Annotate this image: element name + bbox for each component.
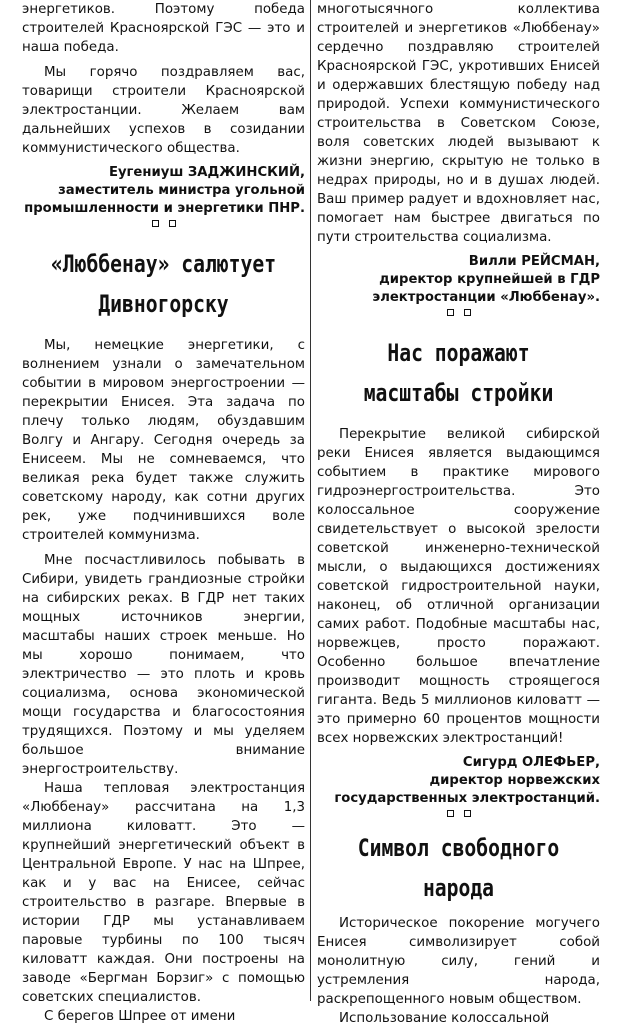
- article-paragraph: Историческое покорение могучего Енисея символизирует собой монолитную силу, гений и устремления народа, раскрепощенного новым обществом.: [317, 916, 600, 1007]
- separator-square-icon: [464, 810, 471, 817]
- article-paragraph: Использование колоссальной: [339, 1011, 550, 1026]
- article-paragraph: Мы, немецкие энергетики, с волнением узнали о замечательном событии в мировом энергостроении — перекрытии Енисея. Эта задача по плечу только людям, обуздавшим Волгу и Ангару. Сегодня очередь за Енисеем. Мы не сомневаемся, что великая река будет также служить советскому народу, как сотни других рек, уже подчинившихся воле строителей коммунизма.: [22, 338, 305, 543]
- article-paragraph: С берегов Шпрее от имени: [44, 1009, 236, 1024]
- separator-square-icon: [169, 220, 176, 227]
- signature-title: директор крупнейшей в ГДР электростанции «Люббенау».: [372, 272, 600, 305]
- article-paragraph: Наша тепловая электростанция «Люббенау» рассчитана на 1,3 миллиона киловатт. Это — крупнейший энергетический объект в Центральной Европе. У нас на Шпрее, как и у вас на Енисее, сейчас строительство в разгаре. Впервые в истории ГДР мы устанавливаем паровые турбины по 100 тысяч киловатт каждая. Они построены на заводе «Бергман Борзиг» с помощью советских специалистов.: [22, 781, 305, 1005]
- article-headline-scale: Нас поражают масштабы стройки: [363, 339, 554, 407]
- signature-reisman: [317, 253, 600, 307]
- separator-square-icon: [447, 810, 454, 817]
- section-separator: [317, 307, 600, 321]
- section-separator: [317, 808, 600, 822]
- signature-zadzhinsky: [22, 164, 305, 218]
- signature-title: заместитель министра угольной промышленности и энергетики ПНР.: [24, 183, 305, 216]
- signature-name: Вилли РЕЙСМАН,: [468, 254, 600, 269]
- column-divider: [310, 0, 311, 1001]
- separator-square-icon: [447, 309, 454, 316]
- intro-paragraph-congrats: Мы горячо поздравляем вас, товарищи строители Красноярской электростанции. Желаем вам дальнейших успехов в созидании коммунистического общества.: [22, 65, 305, 156]
- left-column: [22, 0, 305, 1024]
- separator-square-icon: [464, 309, 471, 316]
- intro-paragraph-continued: энергетиков. Поэтому победа строителей Красноярской ГЭС — это и наша победа.: [22, 2, 305, 55]
- article-paragraph: Мне посчастливилось побывать в Сибири, увидеть грандиозные стройки на сибирских реках. В ГДР нет таких мощных источников энергии, масштабы наших строек меньше. Но мы хорошо понимаем, что электричество — это плоть и кровь социализма, основа экономической мощи государства и благосостояния трудящихся. Поэтому и мы уделяем большое внимание энергостроительству.: [22, 553, 305, 777]
- article-paragraph: Перекрытие великой сибирской реки Енисея является выдающимся событием в практике мирового гидроэнергостроительства. Это колоссальное сооружение свидетельствует о высокой зрелости советской инженерно-технической мысли, о выдающихся достижениях советской гидростроительной науки, наконец, об отличной организации самих работ. Подобные масштабы нас, норвежцев, просто поражают. Особенно большое впечатление производит мощность строящегося гиганта. Ведь 5 миллионов киловатт — это примерно 60 процентов мощности всех норвежских электростанций!: [317, 427, 600, 746]
- signature-name: Сигурд ОЛЕФЬЕР,: [462, 755, 600, 770]
- signature-title: директор норвежских государственных электростанций.: [334, 773, 600, 806]
- article-paragraph-continued: многотысячного коллектива строителей и энергетиков «Люббенау» сердечно поздравляю строителей Красноярской ГЭС, укротивших Енисей и одержавших блестящую победу над природой. Успехи коммунистического строительства в Советском Союзе, воля советских людей вызывают к жизни энергию, скрытую не только в недрах природы, но и в душах людей. Ваш пример радует и вдохновляет нас, помогает нам быстрее двигаться по пути строительства социализма.: [317, 2, 600, 245]
- article-headline-symbol: Символ свободного народа: [357, 834, 560, 902]
- separator-square-icon: [152, 220, 159, 227]
- signature-olefier: [317, 754, 600, 808]
- section-separator: [22, 218, 305, 232]
- article-headline-lubbenau: «Люббенау» салютует Дивногорску: [50, 250, 277, 318]
- signature-name: Еугениуш ЗАДЖИНСКИЙ,: [108, 165, 305, 180]
- right-column: [317, 0, 600, 1026]
